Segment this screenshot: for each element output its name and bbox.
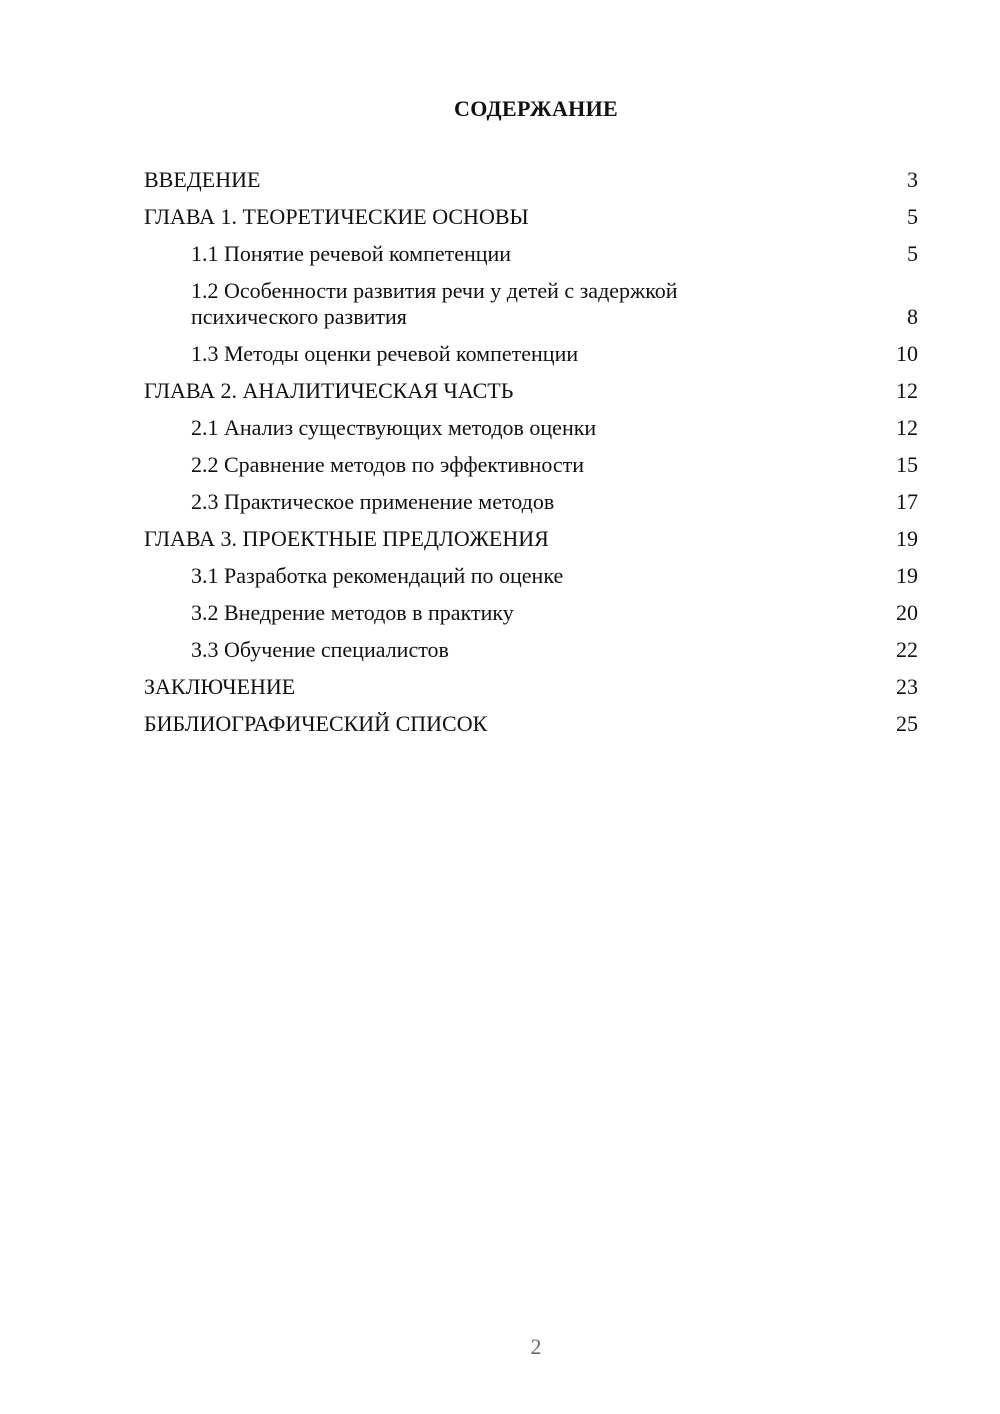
toc-entry-page: 17 [896,489,918,514]
toc-entry-section-2-3[interactable] [144,489,918,515]
toc-entry-label: 2.2 Сравнение методов по эффективности [191,452,585,477]
toc-entry-section-1-3[interactable] [144,341,918,367]
page-title: СОДЕРЖАНИЕ [454,96,618,121]
toc-entry-label: ВВЕДЕНИЕ [144,167,261,192]
toc-entry-page: 19 [896,563,918,588]
toc-entry-label: БИБЛИОГРАФИЧЕСКИЙ СПИСОК [144,711,488,736]
toc-entry-bibliography[interactable] [144,711,918,737]
toc-entry-label: ГЛАВА 1. ТЕОРЕТИЧЕСКИЕ ОСНОВЫ [144,204,529,229]
toc-entry-label: 3.1 Разработка рекомендаций по оценке [191,563,564,588]
toc-entry-page: 8 [907,304,918,329]
toc-entry-page: 15 [896,452,918,477]
toc-entry-label: 2.1 Анализ существующих методов оценки [191,415,597,440]
toc-entry-chapter-2[interactable] [144,378,918,404]
toc-entry-chapter-3[interactable] [144,526,918,552]
toc-entry-label-line-2: психического развития [191,304,407,329]
toc-entry-page: 12 [896,378,918,403]
table-of-contents [144,167,918,748]
toc-entry-label: 3.3 Обучение специалистов [191,637,449,662]
toc-entry-section-3-3[interactable] [144,637,918,663]
toc-entry-introduction[interactable] [144,167,918,193]
toc-entry-page: 25 [896,711,918,736]
page-number: 2 [530,1334,542,1359]
toc-entry-page: 12 [896,415,918,440]
toc-entry-section-2-1[interactable] [144,415,918,441]
toc-entry-label-line-1: 1.2 Особенности развития речи у детей с задержкой [191,278,678,303]
toc-entry-page: 5 [907,241,918,266]
toc-entry-page: 5 [907,204,918,229]
toc-entry-page: 22 [896,637,918,662]
toc-entry-label: 1.1 Понятие речевой компетенции [191,241,512,266]
toc-entry-label: 3.2 Внедрение методов в практику [191,600,514,625]
toc-entry-page: 23 [896,674,918,699]
toc-entry-section-2-2[interactable] [144,452,918,478]
toc-entry-label: 2.3 Практическое применение методов [191,489,555,514]
toc-entry-page: 10 [896,341,918,366]
toc-entry-label: ГЛАВА 3. ПРОЕКТНЫЕ ПРЕДЛОЖЕНИЯ [144,526,549,551]
toc-entry-page: 19 [896,526,918,551]
toc-entry-label: ЗАКЛЮЧЕНИЕ [144,674,296,699]
toc-entry-label: 1.3 Методы оценки речевой компетенции [191,341,579,366]
toc-entry-section-3-2[interactable] [144,600,918,626]
toc-entry-conclusion[interactable] [144,674,918,700]
toc-entry-chapter-1[interactable] [144,204,918,230]
toc-entry-page: 3 [907,167,918,192]
toc-entry-page: 20 [896,600,918,625]
toc-entry-section-3-1[interactable] [144,563,918,589]
toc-entry-section-1-2[interactable] [144,278,918,330]
toc-entry-label [191,278,890,330]
toc-entry-label: ГЛАВА 2. АНАЛИТИЧЕСКАЯ ЧАСТЬ [144,378,514,403]
toc-entry-section-1-1[interactable] [144,241,918,267]
